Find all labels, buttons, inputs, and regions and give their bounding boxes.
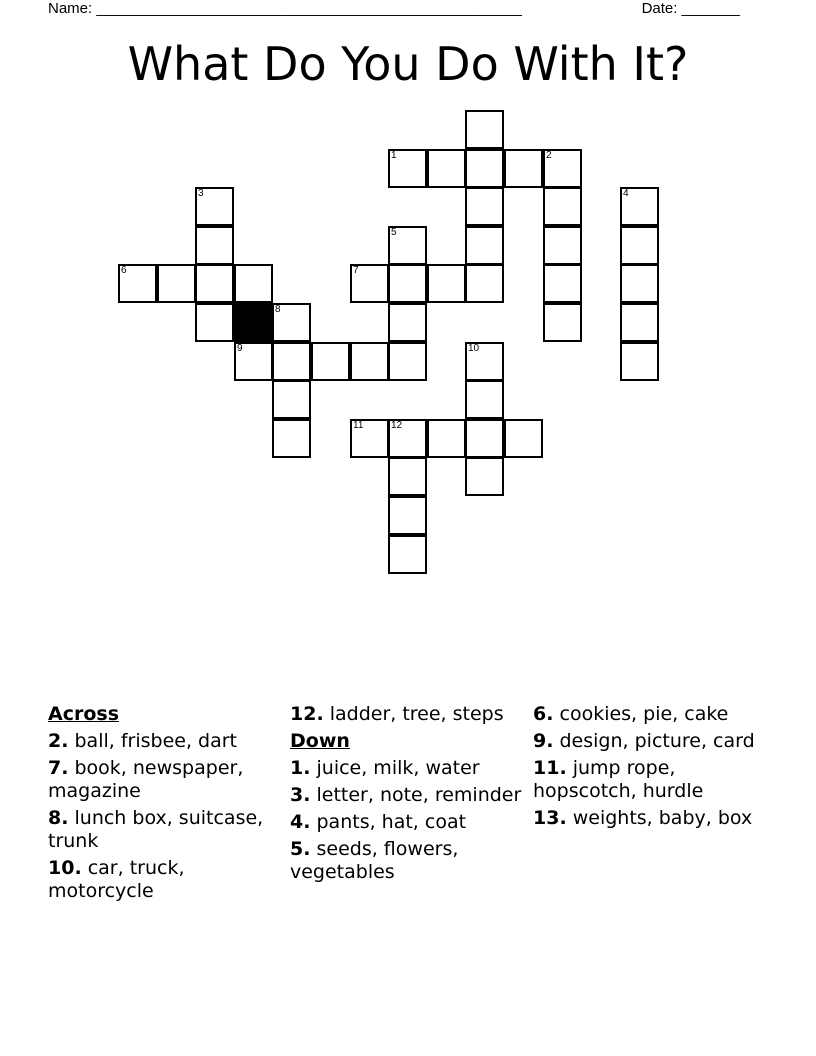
clue-column-2: [290, 703, 522, 888]
grid-cell[interactable]: [620, 187, 659, 226]
clue-item-text: weights, baby, box: [566, 807, 753, 829]
grid-cell[interactable]: [388, 457, 427, 496]
grid-cell[interactable]: [195, 264, 234, 303]
clue-number: 12: [391, 420, 403, 431]
clue-item: [533, 757, 765, 803]
grid-cell[interactable]: [234, 342, 273, 381]
clue-item: [48, 857, 280, 903]
grid-cell[interactable]: [465, 226, 504, 265]
clue-item: [290, 811, 522, 834]
grid-cell[interactable]: [272, 419, 311, 458]
grid-cell[interactable]: [465, 380, 504, 419]
grid-cell[interactable]: [234, 264, 273, 303]
clue-number: 8: [275, 304, 281, 315]
clue-item-number: 5.: [290, 838, 311, 860]
grid-cell[interactable]: [465, 342, 504, 381]
grid-cell[interactable]: [388, 342, 427, 381]
grid-cell[interactable]: [195, 303, 234, 342]
clue-item-text: jump rope, hopscotch, hurdle: [533, 757, 704, 802]
clue-item-text: book, newspaper, magazine: [48, 757, 244, 802]
grid-cell[interactable]: [388, 149, 427, 188]
clue-item-number: 3.: [290, 784, 311, 806]
grid-block: [234, 303, 273, 342]
grid-cell[interactable]: [195, 187, 234, 226]
clue-number: 7: [353, 265, 359, 276]
clue-item-number: 10.: [48, 857, 82, 879]
clue-item-text: ball, frisbee, dart: [68, 730, 237, 752]
clue-item: [533, 807, 765, 830]
clue-item-number: 6.: [533, 703, 554, 725]
grid-cell[interactable]: [388, 419, 427, 458]
grid-cell[interactable]: [543, 303, 582, 342]
grid-cell[interactable]: [465, 149, 504, 188]
grid-cell[interactable]: [311, 342, 350, 381]
grid-cell[interactable]: [388, 303, 427, 342]
clue-item: [290, 703, 522, 726]
grid-cell[interactable]: [272, 303, 311, 342]
grid-cell[interactable]: [465, 419, 504, 458]
grid-cell[interactable]: [620, 342, 659, 381]
grid-cell[interactable]: [504, 419, 543, 458]
date-field[interactable]: Date: _______: [641, 0, 740, 17]
grid-cell[interactable]: [620, 226, 659, 265]
grid-cell[interactable]: [350, 264, 389, 303]
grid-cell[interactable]: [465, 264, 504, 303]
grid-cell[interactable]: [543, 226, 582, 265]
grid-cell[interactable]: [504, 149, 543, 188]
clue-item-number: 13.: [533, 807, 567, 829]
name-field[interactable]: Name: ___________________________________________________: [48, 0, 522, 17]
clue-number: 3: [198, 188, 204, 199]
grid-cell[interactable]: [465, 457, 504, 496]
puzzle-title: What Do You Do With It?: [127, 37, 689, 91]
grid-cell[interactable]: [427, 149, 466, 188]
clue-section-heading: Down: [290, 730, 350, 752]
clue-item-text: lunch box, suitcase, trunk: [48, 807, 264, 852]
clue-number: 9: [237, 343, 243, 354]
grid-cell[interactable]: [543, 149, 582, 188]
grid-cell[interactable]: [157, 264, 196, 303]
grid-cell[interactable]: [350, 419, 389, 458]
grid-cell[interactable]: [543, 187, 582, 226]
clue-section-heading: Across: [48, 703, 120, 725]
clue-item-number: 2.: [48, 730, 69, 752]
grid-cell[interactable]: [620, 264, 659, 303]
clue-column-1: [48, 703, 280, 907]
clue-number: 4: [623, 188, 629, 199]
clue-item-number: 4.: [290, 811, 311, 833]
clue-item: [290, 757, 522, 780]
clue-item: [48, 807, 280, 853]
clue-item-number: 9.: [533, 730, 554, 752]
clue-item-text: juice, milk, water: [310, 757, 480, 779]
clue-item-number: 7.: [48, 757, 69, 779]
clue-item: [48, 757, 280, 803]
grid-cell[interactable]: [427, 419, 466, 458]
clue-item-number: 8.: [48, 807, 69, 829]
grid-cell[interactable]: [195, 226, 234, 265]
clue-item: [48, 730, 280, 753]
clue-item-text: letter, note, reminder: [310, 784, 522, 806]
clue-item-number: 12.: [290, 703, 324, 725]
clue-item-number: 1.: [290, 757, 311, 779]
clue-item-text: seeds, flowers, vegetables: [290, 838, 459, 883]
grid-cell[interactable]: [388, 226, 427, 265]
clue-item: [533, 730, 765, 753]
grid-cell[interactable]: [388, 264, 427, 303]
clue-number: 5: [391, 227, 397, 238]
clue-item: [290, 784, 522, 807]
clue-item-text: cookies, pie, cake: [553, 703, 729, 725]
clue-item: [290, 838, 522, 884]
clue-item-text: design, picture, card: [553, 730, 755, 752]
grid-cell[interactable]: [272, 342, 311, 381]
grid-cell[interactable]: [427, 264, 466, 303]
grid-cell[interactable]: [543, 264, 582, 303]
clue-number: 1: [391, 150, 397, 161]
clue-item: [533, 703, 765, 726]
grid-cell[interactable]: [350, 342, 389, 381]
grid-cell[interactable]: [465, 187, 504, 226]
clue-item-text: pants, hat, coat: [310, 811, 467, 833]
grid-cell[interactable]: [272, 380, 311, 419]
clue-number: 6: [121, 265, 127, 276]
clue-number: 10: [468, 343, 480, 354]
clue-item-number: 11.: [533, 757, 567, 779]
clue-item-text: ladder, tree, steps: [323, 703, 504, 725]
grid-cell[interactable]: [620, 303, 659, 342]
clue-number: 2: [546, 150, 552, 161]
clue-item-text: car, truck, motorcycle: [48, 857, 185, 902]
grid-cell[interactable]: [118, 264, 157, 303]
clue-number: 11: [353, 420, 364, 431]
grid-cell[interactable]: [388, 496, 427, 535]
grid-cell[interactable]: [388, 535, 427, 574]
grid-cell[interactable]: [465, 110, 504, 149]
clue-column-3: [533, 703, 765, 834]
